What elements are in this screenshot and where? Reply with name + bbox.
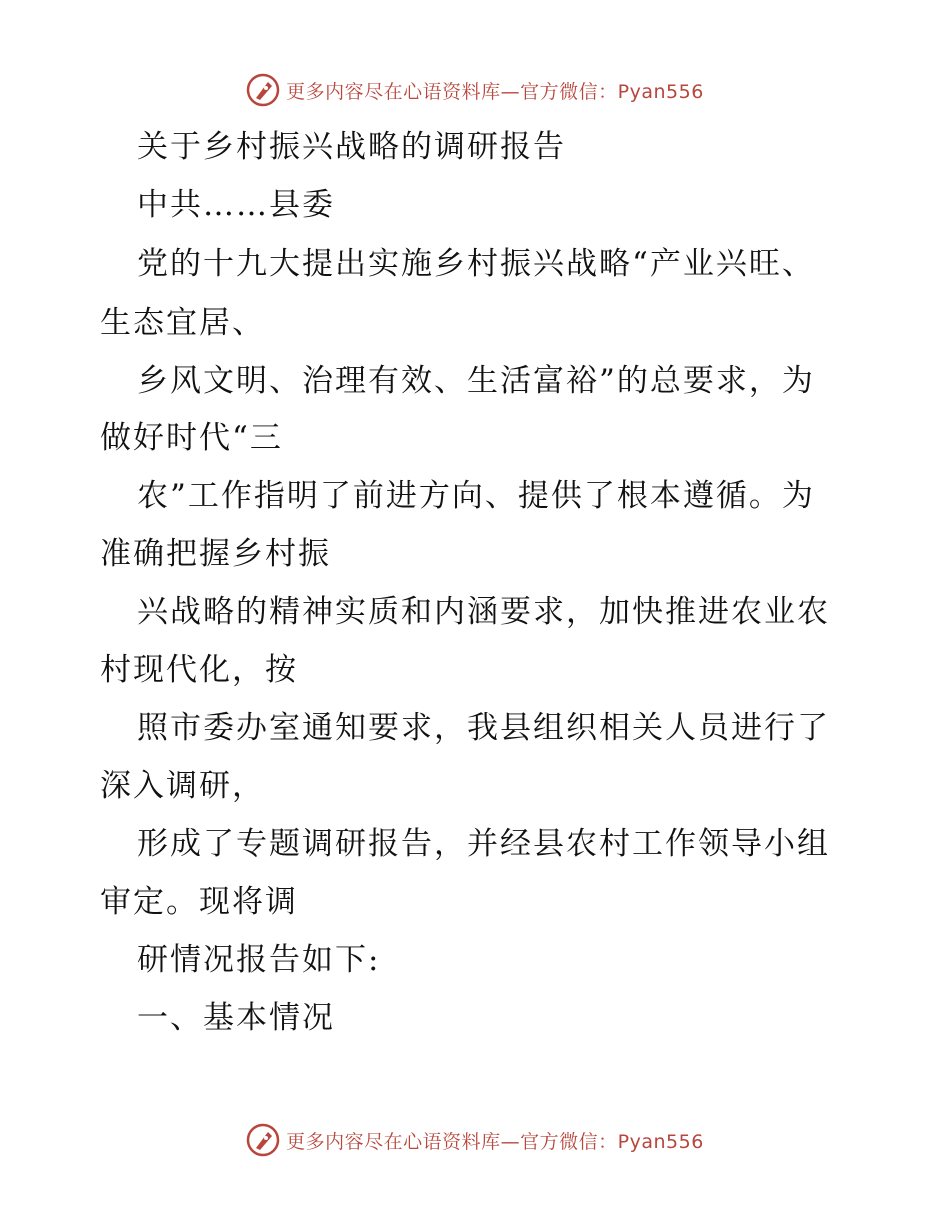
- watermark-text: 更多内容尽在心语资料库—官方微信：Pyan556: [286, 1130, 704, 1153]
- paragraph-line: 审定。现将调: [100, 884, 298, 920]
- paragraph-line: 照市委办室通知要求，我县组织相关人员进行了: [137, 710, 830, 746]
- paragraph-line: 生态宜居、: [100, 305, 265, 341]
- section-heading: 一、基本情况: [137, 1000, 335, 1036]
- paragraph-line: 乡风文明、治理有效、生活富裕”的总要求，为: [137, 363, 815, 399]
- paragraph-line: 准确把握乡村振: [100, 536, 331, 572]
- doc-author: 中共……县委: [137, 187, 335, 223]
- paragraph-line: 兴战略的精神实质和内涵要求，加快推进农业农: [137, 594, 830, 630]
- paragraph-line: 研情况报告如下:: [137, 942, 381, 978]
- watermark-top-inner: [246, 73, 704, 107]
- watermark-text: 更多内容尽在心语资料库—官方微信：Pyan556: [286, 80, 704, 103]
- paragraph-line: 做好时代“三: [100, 420, 283, 456]
- pen-nib-logo-icon: [246, 73, 280, 107]
- pen-nib-logo-icon: [246, 1123, 280, 1157]
- paragraph-line: 村现代化，按: [100, 652, 298, 688]
- paragraph-line: 形成了专题调研报告，并经县农村工作领导小组: [137, 826, 830, 862]
- watermark-bottom-inner: [246, 1123, 704, 1157]
- watermark-banner-top: [0, 70, 950, 110]
- paragraph-line: 党的十九大提出实施乡村振兴战略“产业兴旺、: [137, 246, 815, 282]
- paragraph-line: 农”工作指明了前进方向、提供了根本遵循。为: [137, 478, 815, 514]
- doc-title: 关于乡村振兴战略的调研报告: [137, 129, 566, 165]
- watermark-banner-bottom: [0, 1120, 950, 1160]
- paragraph-line: 深入调研，: [100, 768, 265, 804]
